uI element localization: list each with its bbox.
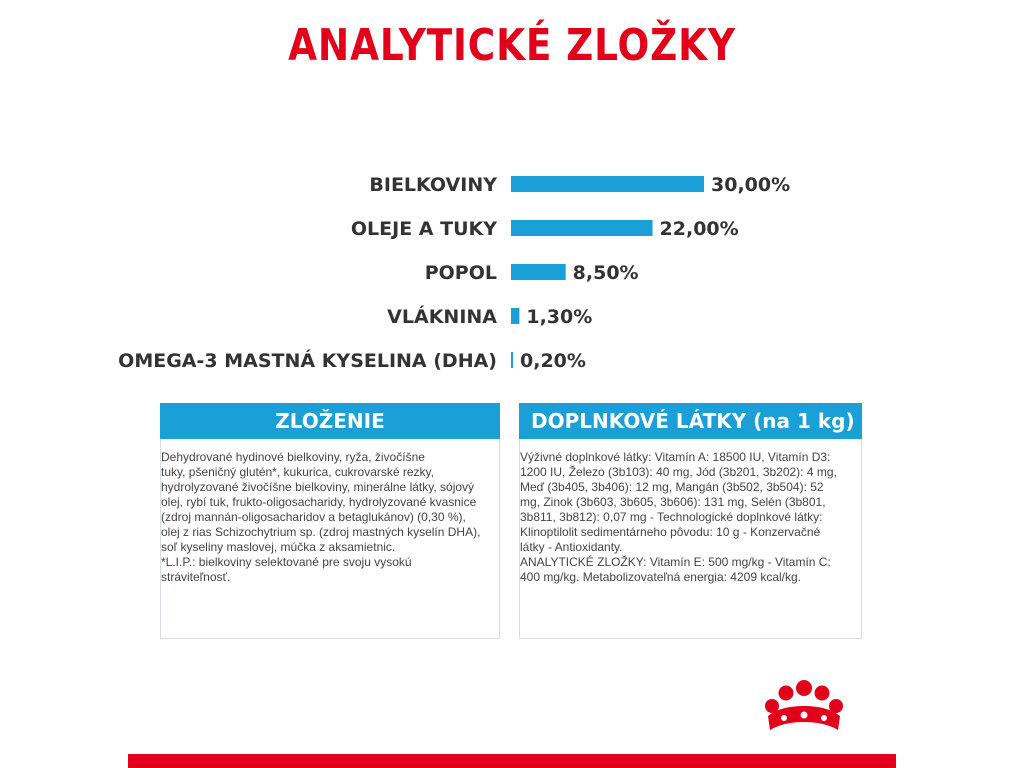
value-label: 30,00% — [711, 174, 791, 196]
analytical-components-chart — [0, 160, 1024, 380]
bottom-brand-bar — [128, 754, 896, 768]
category-label: OLEJE A TUKY — [350, 218, 497, 240]
composition-line: stráviteľnosť. — [161, 570, 231, 584]
composition-line: (zdroj mannán-oligosacharidov a betaglukánov) (0,30 %), — [161, 510, 466, 524]
additives-line: ANALYTICKÉ ZLOŽKY: Vitamín E: 500 mg/kg - Vitamín C: — [520, 555, 831, 569]
additives-line: látky - Antioxidanty. — [520, 540, 623, 554]
composition-line: Dehydrované hydinové bielkoviny, ryža, živočíšne — [161, 450, 425, 464]
additives-line: 400 mg/kg. Metabolizovateľná energia: 4209 kcal/kg. — [520, 570, 802, 584]
royal-canin-crown-icon — [762, 680, 846, 738]
bar — [511, 176, 704, 192]
value-label: 0,20% — [520, 350, 586, 372]
value-label: 8,50% — [572, 262, 639, 284]
composition-line: soľ kyseliny maslovej, múčka z aksamietnic. — [161, 540, 396, 554]
additives-line: Klinoptilolit sedimentárneho pôvodu: 10 g - Konzervačné — [520, 525, 821, 539]
bar — [511, 264, 566, 280]
bar — [511, 308, 519, 324]
category-label: OMEGA-3 MASTNÁ KYSELINA (DHA) — [118, 350, 497, 372]
composition-line: hydrolyzované živočíšne bielkoviny, minerálne látky, sójový — [161, 480, 475, 494]
composition-text — [160, 439, 500, 639]
bar — [511, 220, 653, 236]
composition-line: tuky, pšeničný glutén*, kukurica, cukrovarské rezky, — [161, 465, 434, 479]
additives-header: DOPLNKOVÉ LÁTKY (na 1 kg) — [519, 403, 862, 439]
value-label: 22,00% — [659, 218, 739, 240]
page-title: ANALYTICKÉ ZLOŽKY — [288, 20, 736, 71]
additives-line: mg, Zinok (3b603, 3b605, 3b606): 131 mg, Selén (3b801, — [520, 495, 826, 509]
additives-line: Výživné doplnkové látky: Vitamín A: 18500 IU, Vitamín D3: — [520, 450, 831, 464]
composition-line: *L.I.P.: bielkoviny selektované pre svoju vysokú — [161, 555, 412, 569]
composition-header: ZLOŽENIE — [160, 403, 500, 439]
category-label: BIELKOVINY — [369, 174, 497, 196]
value-label: 1,30% — [526, 306, 593, 328]
bar — [511, 352, 513, 368]
composition-line: olej, rybí tuk, frukto-oligosacharidy, hydrolyzované kvasnice — [161, 495, 477, 509]
additives-line: 3b811, 3b812): 0,07 mg - Technologické doplnkové látky: — [520, 510, 823, 524]
additives-line: Meď (3b405, 3b406): 12 mg, Mangán (3b502, 3b504): 52 — [520, 480, 824, 494]
additives-line: 1200 IU, Železo (3b103): 40 mg, Jód (3b201, 3b202): 4 mg, — [520, 465, 837, 479]
category-label: VLÁKNINA — [387, 306, 497, 328]
composition-line: olej z rias Schizochytrium sp. (zdroj mastných kyselín DHA), — [161, 525, 481, 539]
additives-text — [519, 439, 862, 639]
category-label: POPOL — [424, 262, 497, 284]
